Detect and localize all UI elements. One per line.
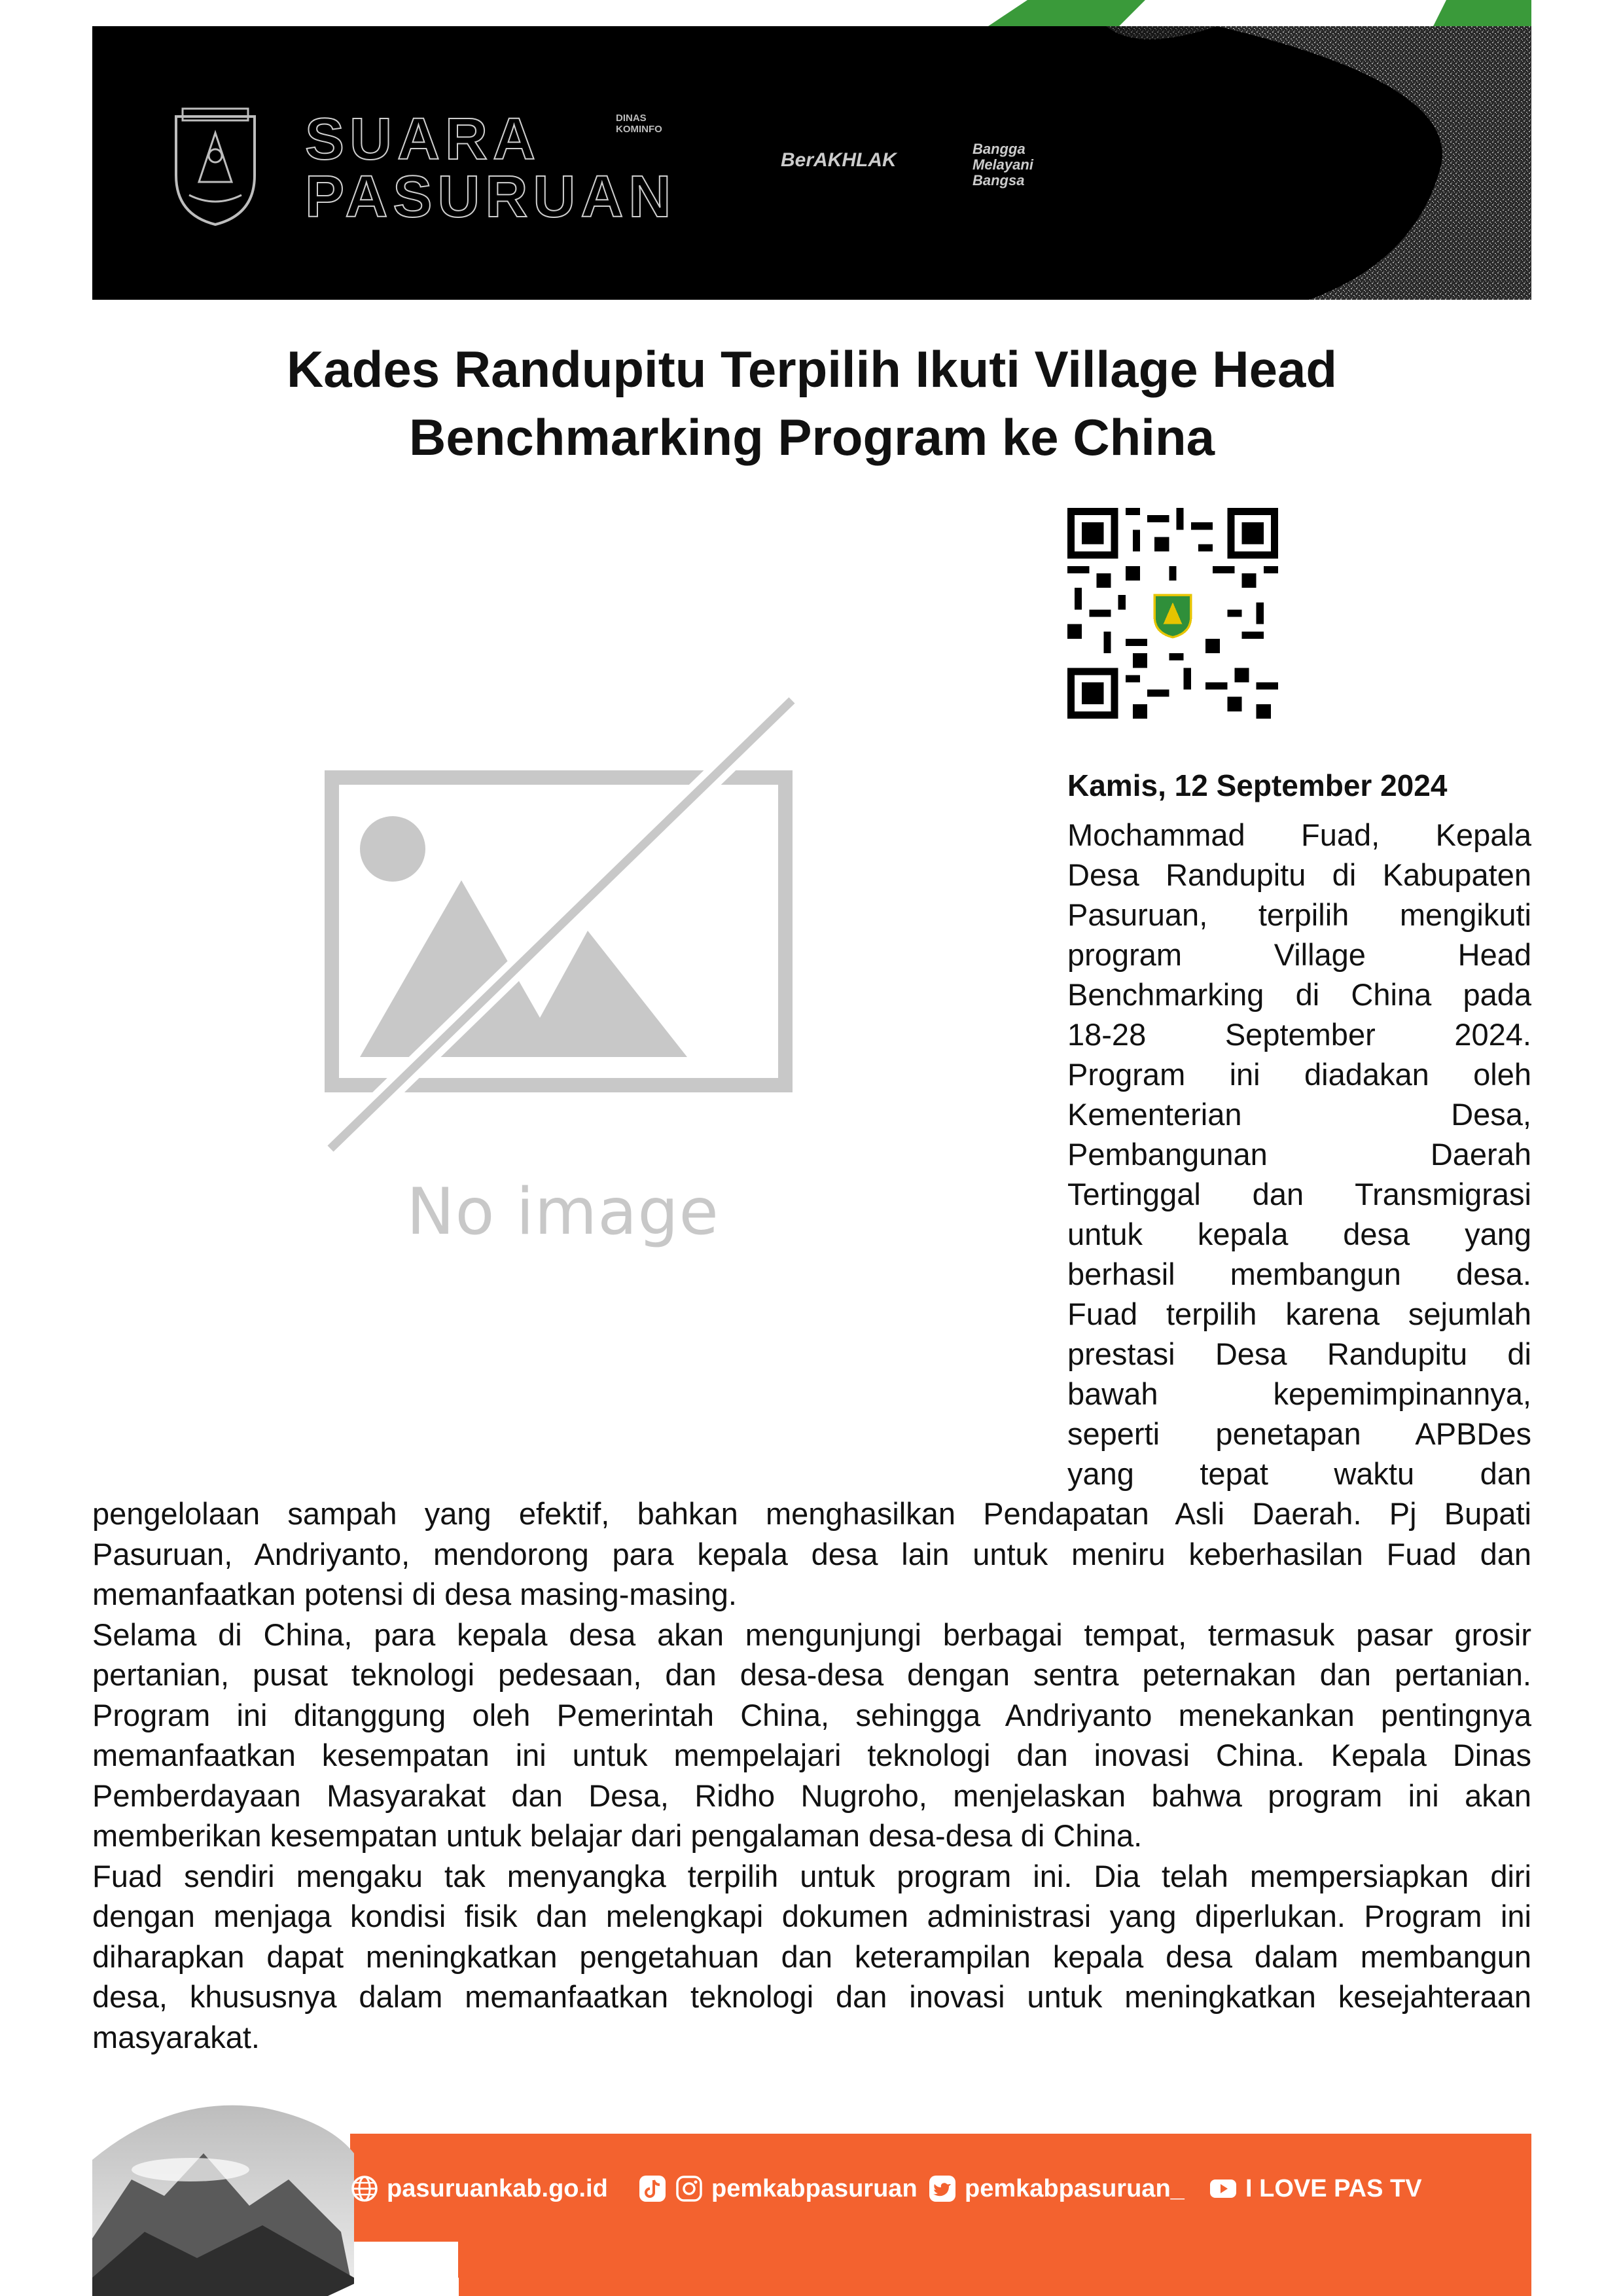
website-label: pasuruankab.go.id <box>387 2174 608 2202</box>
no-image-placeholder <box>321 694 805 1257</box>
body-line: masyarakat. <box>92 2019 260 2054</box>
top-green-accent <box>988 0 1531 26</box>
title-line-1: Kades Randupitu Terpilih Ikuti Village Head <box>286 340 1338 398</box>
article-title <box>92 335 1531 471</box>
footer-website[interactable] <box>350 2169 608 2208</box>
berakhlak-logo-icon: BerAKHLAK <box>781 149 897 171</box>
lead-line: Mochammad Fuad, Kepala <box>1067 817 1531 852</box>
body-line: diharapkan dapat meningkatkan pengetahuan dan keterampilan kepala desa dalam membangun <box>92 1939 1531 1974</box>
body-line: desa, khususnya dalam memanfaatkan teknologi dan inovasi untuk meningkatkan kesejahteraan <box>92 1979 1531 2014</box>
lead-line: Pembangunan Daerah <box>1067 1137 1531 1172</box>
lead-line: berhasil membangun desa. <box>1067 1257 1531 1291</box>
body-line: Fuad sendiri mengaku tak menyangka terpilih untuk program ini. Dia telah mempersiapkan diri <box>92 1858 1531 1893</box>
tiktok-instagram-handle: pemkabpasuruan <box>711 2174 918 2202</box>
youtube-channel: I LOVE PAS TV <box>1245 2174 1422 2202</box>
brand-subtitle: DINAS KOMINFO <box>616 113 662 135</box>
body-line: Pasuruan, Andriyanto, mendorong para kepala desa lain untuk meniru keberhasilan Fuad dan <box>92 1536 1531 1571</box>
body-line: Pemberdayaan Masyarakat dan Desa, Ridho Nugroho, menjelaskan bahwa program ini akan <box>92 1778 1531 1813</box>
body-line: pengelolaan sampah yang efektif, bahkan menghasilkan Pendapatan Asli Daerah. Pj Bupati <box>92 1496 1531 1531</box>
header-banner <box>92 26 1531 300</box>
brand-line-2: PASURUAN <box>305 164 677 230</box>
body-line: dengan menjaga kondisi fisik dan melengkapi dokumen administrasi yang diperlukan. Program ini <box>92 1899 1531 1933</box>
body-line: Selama di China, para kepala desa akan mengunjungi berbagai tempat, termasuk pasar grosir <box>92 1617 1531 1652</box>
lead-line: Desa Randupitu di Kabupaten <box>1067 857 1531 892</box>
no-image-label: No image <box>406 1175 719 1249</box>
lead-line: Pasuruan, terpilih mengikuti <box>1067 897 1531 932</box>
body-line: memanfaatkan potensi di desa masing-masing. <box>92 1577 737 1611</box>
lead-line: prestasi Desa Randupitu di <box>1067 1336 1531 1371</box>
lead-line: yang tepat waktu dan <box>1067 1456 1531 1491</box>
article-lead-column <box>1067 815 1531 1494</box>
twitter-icon <box>928 2174 957 2203</box>
article-date: Kamis, 12 September 2024 <box>1067 768 1448 802</box>
footer-youtube[interactable] <box>1209 2169 1422 2208</box>
body-line: memanfaatkan kesempatan ini untuk mempelajari teknologi dan inovasi China. Kepala Dinas <box>92 1738 1531 1772</box>
footer-tiktok-instagram[interactable] <box>638 2169 918 2208</box>
body-line: memberikan kesempatan untuk belajar dari pengalaman desa-desa di China. <box>92 1818 1143 1853</box>
lead-line: Tertinggal dan Transmigrasi <box>1067 1177 1531 1211</box>
twitter-handle: pemkabpasuruan_ <box>965 2174 1185 2202</box>
qr-code <box>1067 508 1278 719</box>
tiktok-icon <box>638 2174 667 2203</box>
emblem-icon <box>169 103 261 228</box>
footer-bar-lower <box>458 2242 1531 2296</box>
footer-twitter[interactable] <box>928 2169 1185 2208</box>
bangga-melayani-logo: Bangga Melayani Bangsa <box>972 141 1033 188</box>
lead-line: Kementerian Desa, <box>1067 1097 1531 1132</box>
lead-line: bawah kepemimpinannya, <box>1067 1376 1531 1411</box>
instagram-icon <box>675 2174 704 2203</box>
lead-line: program Village Head <box>1067 937 1531 972</box>
lead-line: Benchmarking di China pada <box>1067 977 1531 1012</box>
lead-line: seperti penetapan APBDes <box>1067 1416 1531 1451</box>
youtube-icon <box>1209 2174 1238 2203</box>
lead-line: Fuad terpilih karena sejumlah <box>1067 1297 1531 1331</box>
brand-line-1: SUARA <box>305 107 541 172</box>
title-line-2: Benchmarking Program ke China <box>408 408 1215 466</box>
lead-line: Program ini diadakan oleh <box>1067 1057 1531 1092</box>
lead-line: 18-28 September 2024. <box>1067 1017 1531 1052</box>
lead-line: untuk kepala desa yang <box>1067 1217 1531 1251</box>
globe-icon <box>350 2174 379 2203</box>
body-line: Program ini ditanggung oleh Pemerintah China, sehingga Andriyanto menekankan pentingnya <box>92 1697 1531 1732</box>
body-line: pertanian, pusat teknologi pedesaan, dan desa-desa dengan sentra peternakan dan pertanian. <box>92 1657 1531 1692</box>
article-body <box>92 1494 1531 2057</box>
